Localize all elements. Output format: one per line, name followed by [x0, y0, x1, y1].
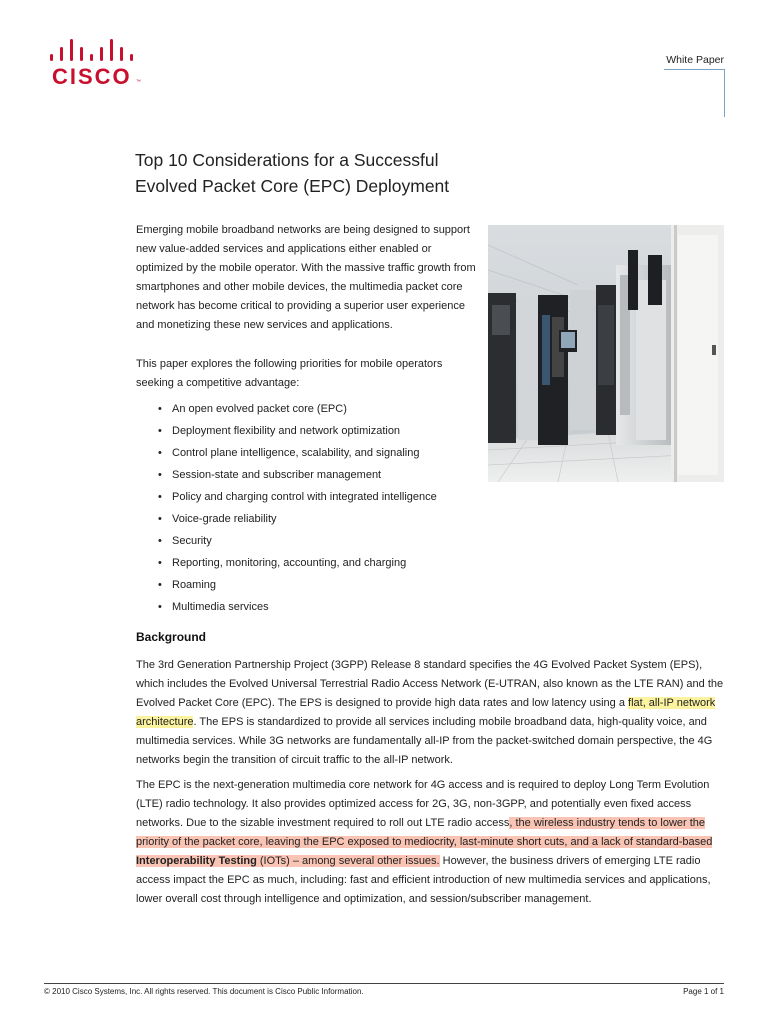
- background-paragraph-2: [136, 776, 726, 909]
- footer-copyright: © 2010 Cisco Systems, Inc. All rights reserved. This document is Cisco Public Information.: [44, 987, 364, 996]
- text-run: However, the business drivers of emerging LTE radio access impact the EPC as much, including: fast and efficient introduction of new multimedia services and applications, lower overall cost through intelligence and optimization, and session/subscriber management.: [136, 855, 711, 905]
- cisco-wordmark: CISCO: [52, 64, 132, 89]
- highlighted-text: , the wireless industry tends to lower the priority of the packet core, leaving the EPC exposed to mediocrity, last-minute short cuts, and a lack of standard-based: [136, 817, 713, 848]
- priorities-intro-paragraph: This paper explores the following priorities for mobile operators seeking a competitive advantage:: [136, 358, 443, 389]
- highlighted-bold-text: Interoperability Testing: [136, 855, 257, 867]
- highlighted-text: flat, all-IP network architecture: [136, 697, 716, 728]
- cisco-logo: [50, 37, 146, 91]
- text-run: . The EPS is standardized to provide all services including mobile broadband data, high-quality voice, and multimedia services. While 3G networks are fundamentally all-IP from the packet-switched domain perspective, the 4G networks begin the transition of circuit traffic to the all-IP network.: [136, 716, 713, 766]
- text-run: The EPC is the next-generation multimedia core network for 4G access and is required to deploy Long Term Evolution (LTE) radio technology. It also provides optimized access for 2G, 3G, non-3GPP, and potentially even fixed access networks. Due to the sizable investment required to roll out LTE radio access: [136, 779, 710, 829]
- priorities-list: [136, 398, 437, 618]
- list-item: • An open evolved packet core (EPC): [136, 398, 437, 420]
- list-item: • Voice-grade reliability: [136, 508, 437, 530]
- list-item: • Roaming: [136, 574, 437, 596]
- text-run: The 3rd Generation Partnership Project (3GPP) Release 8 standard specifies the 4G Evolved Packet System (EPS), which includes the Evolved Universal Terrestrial Radio Access Network (E-UTRAN, also known as the LTE RAN) and the Evolved Packet Core (EPC). The EPS is designed to provide high data rates and low latency using a: [136, 659, 724, 709]
- section-heading-background: Background: [136, 630, 207, 644]
- title-line-2: Evolved Packet Core (EPC) Deployment: [135, 176, 450, 196]
- list-item: • Reporting, monitoring, accounting, and charging: [136, 552, 437, 574]
- document-type-label: White Paper: [666, 54, 724, 66]
- footer-rule: [44, 983, 724, 984]
- list-item: • Deployment flexibility and network optimization: [136, 420, 437, 442]
- list-item: • Session-state and subscriber management: [136, 464, 437, 486]
- list-item: • Multimedia services: [136, 596, 437, 618]
- header-corner-rule: [664, 69, 725, 117]
- title-line-1: Top 10 Considerations for a Successful: [135, 150, 439, 170]
- highlighted-text: (IOTs) – among several other issues.: [256, 855, 440, 867]
- cisco-bars-icon: [50, 37, 146, 61]
- intro-paragraph: Emerging mobile broadband networks are being designed to support new value-added services and applications either enabled or optimized by the mobile operator. With the massive traffic growth from smartphones and other mobile devices, the multimedia packet core network has become critical to providing a superior user experience and monetizing these new services and applications.: [136, 224, 476, 331]
- page-title: [135, 147, 555, 199]
- background-paragraph-1: [136, 656, 726, 770]
- list-item: • Control plane intelligence, scalability, and signaling: [136, 442, 437, 464]
- footer-page-number: Page 1 of 1: [683, 987, 724, 996]
- list-item: • Policy and charging control with integrated intelligence: [136, 486, 437, 508]
- list-item: • Security: [136, 530, 437, 552]
- trademark-mark: ™: [136, 79, 141, 85]
- data-center-photo: [488, 225, 724, 482]
